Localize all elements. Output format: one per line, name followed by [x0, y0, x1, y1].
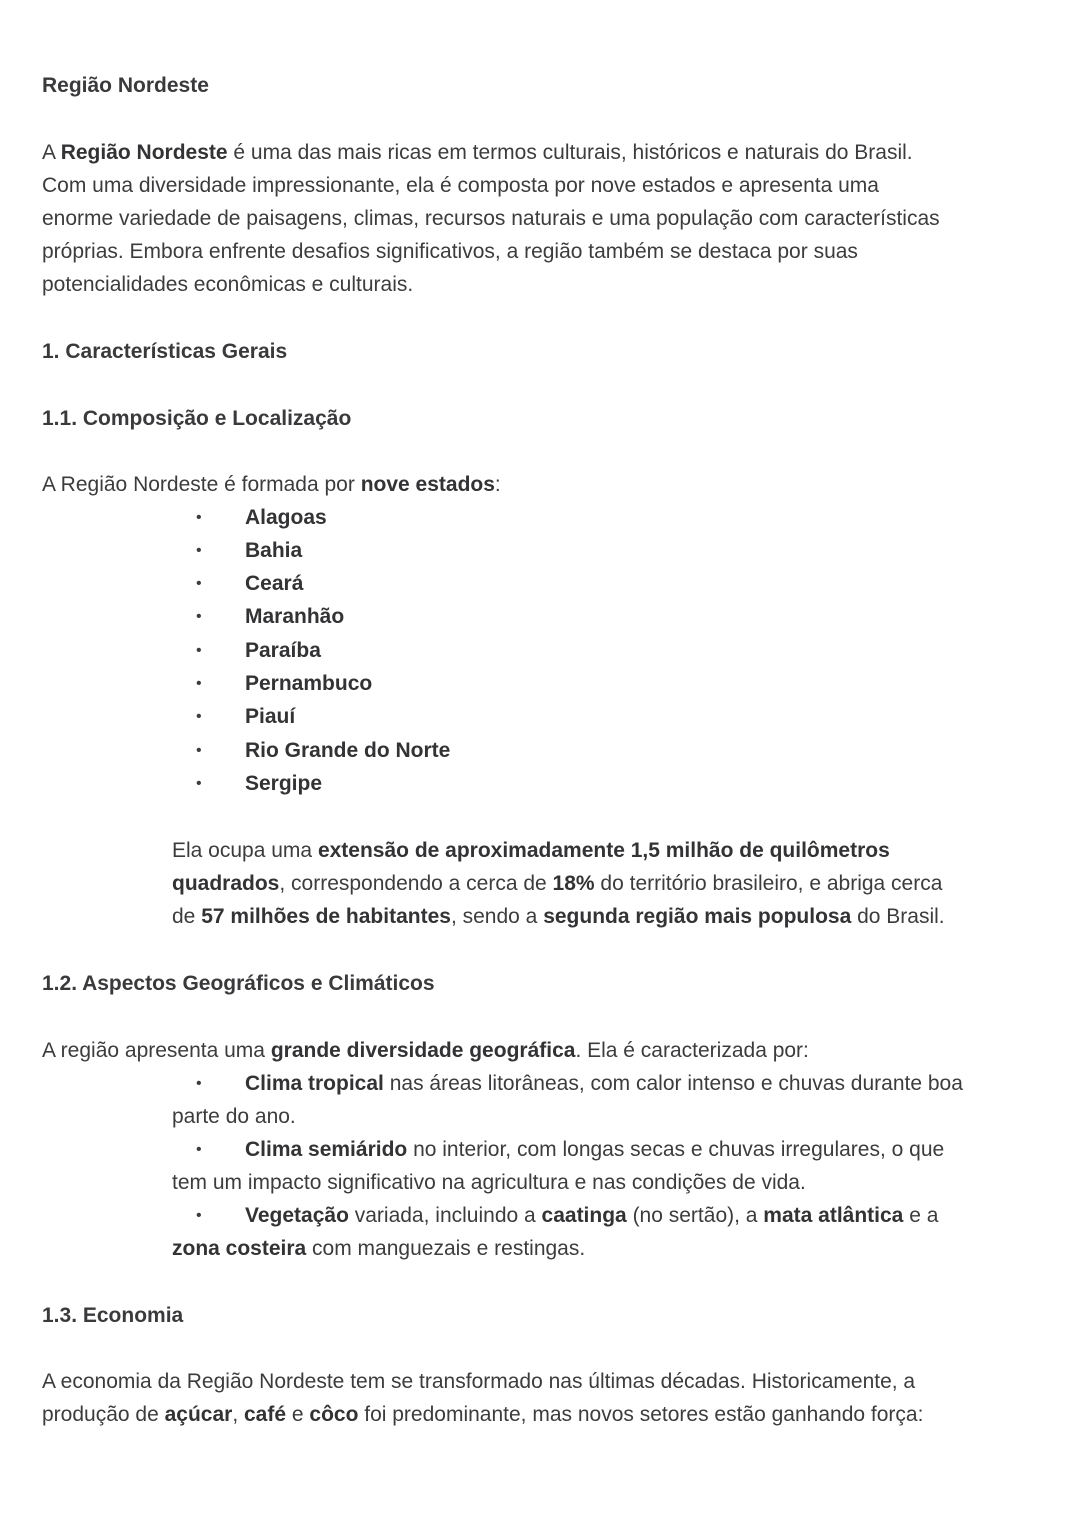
list-item: Rio Grande do Norte — [245, 739, 451, 762]
list-item: Sergipe — [245, 772, 323, 795]
states-intro: A Região Nordeste é formada por nove estados: — [42, 473, 501, 496]
section-heading-1-3: 1.3. Economia — [42, 1304, 184, 1327]
list-item: Vegetação variada, incluindo a caatinga (no sertão), a mata atlântica e a — [245, 1204, 939, 1227]
bullet-icon: • — [196, 742, 202, 759]
bullet-icon: • — [196, 608, 202, 625]
bullet-icon: • — [196, 642, 202, 659]
bullet-icon: • — [196, 1141, 202, 1158]
geo-intro: A região apresenta uma grande diversidade geográfica. Ela é caracterizada por: — [42, 1039, 809, 1062]
bullet-icon: • — [196, 509, 202, 526]
bullet-icon: • — [196, 1207, 202, 1224]
section-heading-1-2: 1.2. Aspectos Geográficos e Climáticos — [42, 972, 435, 995]
bullet-icon: • — [196, 542, 202, 559]
bullet-icon: • — [196, 775, 202, 792]
bullet-icon: • — [196, 1075, 202, 1092]
list-item: Ceará — [245, 572, 304, 595]
document-title: Região Nordeste — [42, 74, 209, 97]
bullet-icon: • — [196, 675, 202, 692]
list-item: Maranhão — [245, 605, 345, 628]
bullet-icon: • — [196, 708, 202, 725]
list-item: Clima semiárido no interior, com longas secas e chuvas irregulares, o que — [245, 1138, 945, 1161]
section-heading-1: 1. Características Gerais — [42, 340, 288, 363]
section-heading-1-1: 1.1. Composição e Localização — [42, 407, 352, 430]
list-item: Paraíba — [245, 639, 321, 662]
list-item: Pernambuco — [245, 672, 373, 695]
list-item: Clima tropical nas áreas litorâneas, com calor intenso e chuvas durante boa — [245, 1072, 963, 1095]
bullet-icon: • — [196, 575, 202, 592]
list-item: Piauí — [245, 705, 296, 728]
list-item: Bahia — [245, 539, 303, 562]
list-item: Alagoas — [245, 506, 327, 529]
document-page: Região Nordeste A Região Nordeste é uma das mais ricas em termos culturais, históricos e naturais do Brasil. Com uma diversidade impressionante, ela é composta por nove estados e apresenta uma enorme variedade de paisagens, climas, recursos naturais e uma população com características próprias. Embora enfrente desafios significativos, a região também se destaca por suas potencialidades econômicas e culturais. 1. Características Gerais 1.1. Composição e Localização A Região Nordeste é formada por nove estados: • Alagoas • Bahia • Ceará • Maranhão • Paraíba • Pernambuco • Piauí • Rio Grande do Norte • Sergipe Ela ocupa uma extensão de aproximadamente 1,5 milhão de quilômetros quadrados, correspondendo a cerca de 18% do território brasileiro, e abriga cerca de 57 milhões de habitantes, sendo a segunda região mais populosa do Brasil. 1.2. Aspectos Geográficos e Climáticos A região apresenta uma grande diversidade geográfica. Ela é caracterizada por: • Clima tropical nas áreas litorâneas, com calor intenso e chuvas durante boa parte do ano. • Clima semiárido no interior, com longas secas e chuvas irregulares, o que tem um impacto significativo na agricultura e nas condições de vida. • Vegetação variada, incluindo a caatinga (no sertão), a mata atlântica e a zona costeira com manguezais e restingas. 1.3. Economia A economia da Região Nordeste tem se transformado nas últimas décadas. Historicamente, a produção de açúcar, café e côco foi predominante, mas novos setores estão ganhando força: — [0, 0, 1080, 1527]
